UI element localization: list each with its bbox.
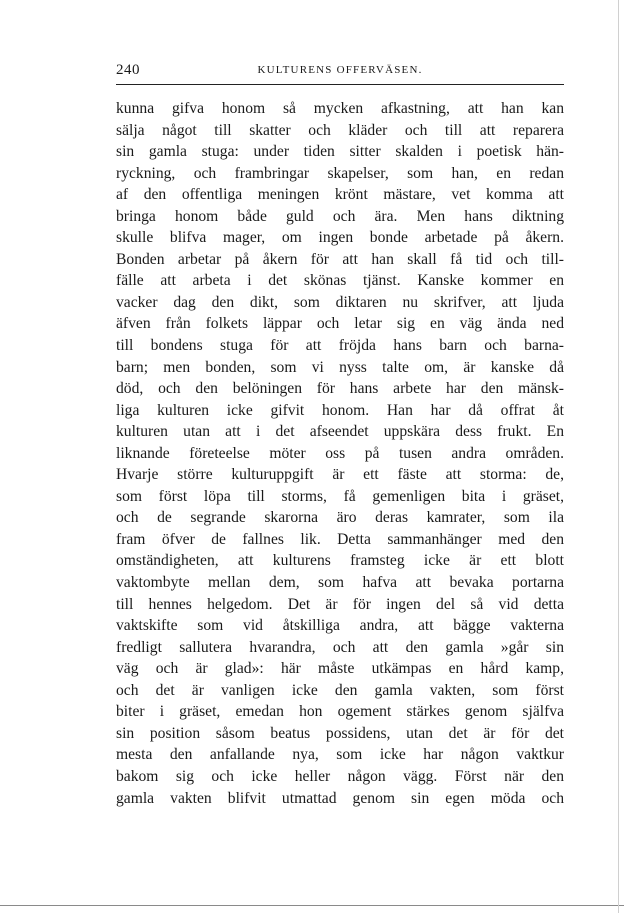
text-line: kunna gifva honom så mycken afkastning, att han kan [116,100,564,117]
text-line: liga kulturen icke gifvit honom. Han har då offrat åt [116,401,564,419]
text-line: mesta den anfallande nya, som icke har någon vaktkur [116,746,564,764]
text-line: Bonden arbetar på åkern för att han skall få tid och till- [116,250,564,268]
text-line: sin gamla stuga: under tiden sitter skalden i poetisk hän- [116,143,564,161]
text-line: skulle blifva mager, om ingen bonde arbetade på åkern. [116,229,564,247]
text-line: omständigheten, att kulturens framsteg icke är ett blott [116,552,564,570]
page-bottom-edge [0,905,624,906]
page-right-edge [618,0,619,913]
text-line: Hvarje större kulturuppgift är ett fäste att storma: de, [116,466,564,484]
text-line: och det är vanligen icke den gamla vakten, som först [116,681,564,699]
text-line: ryckning, och frambringar skapelser, som han, en redan [116,164,564,182]
header-rule [116,84,564,85]
text-line: som först löpa till storms, få gemenligen bita i gräset, [116,487,564,505]
text-line: bringa honom både guld och ära. Men hans diktning [116,207,564,225]
text-line: barn; men bonden, som vi nyss talte om, är kanske då [116,358,564,376]
text-line: till bondens stuga för att fröjda hans barn och barna- [116,337,564,355]
text-line: fram öfver de fallnes lik. Detta sammanhänger med den [116,530,564,548]
text-line: och de segrande skarorna äro deras kamrater, som ila [116,509,564,527]
text-line: sin position såsom beatus possidens, utan det är för det [116,724,564,742]
page-number: 240 [116,62,140,78]
text-line: liknande företeelse möter oss på tusen andra områden. [116,444,564,462]
running-title: KULTURENS OFFERVÄSEN. [257,64,423,76]
text-line: biter i gräset, emedan hon ogement stärkes genom själfva [116,703,564,721]
text-line: sälja något till skatter och kläder och till att reparera [116,121,564,139]
text-line: fredligt sallutera hvarandra, och att den gamla »går sin [116,638,564,656]
body-text [116,98,564,809]
text-line: vacker dag den dikt, som diktaren nu skrifver, att ljuda [116,293,564,311]
text-line: till hennes helgedom. Det är för ingen del så vid detta [116,595,564,613]
text-line: af den offentliga meningen krönt mästare, vet komma att [116,186,564,204]
text-line: gamla vakten blifvit utmattad genom sin egen möda och [116,789,564,807]
text-line: bakom sig och icke heller någon vägg. Först när den [116,767,564,785]
text-line: död, och den belöningen för hans arbete har den mänsk- [116,380,564,398]
text-line: vaktskifte som vid åtskilliga andra, att bägge vakterna [116,617,564,635]
text-line: fälle att arbeta i det skönas tjänst. Kanske kommer en [116,272,564,290]
text-line: kulturen utan att i det afseendet uppskära dess frukt. En [116,423,564,441]
page-header [116,62,564,82]
text-line: äfven från folkets läppar och letar sig en väg ända ned [116,315,564,333]
text-line: väg och är glad»: här måste utkämpas en hård kamp, [116,660,564,678]
text-line: vaktombyte mellan dem, som hafva att bevaka portarna [116,574,564,592]
